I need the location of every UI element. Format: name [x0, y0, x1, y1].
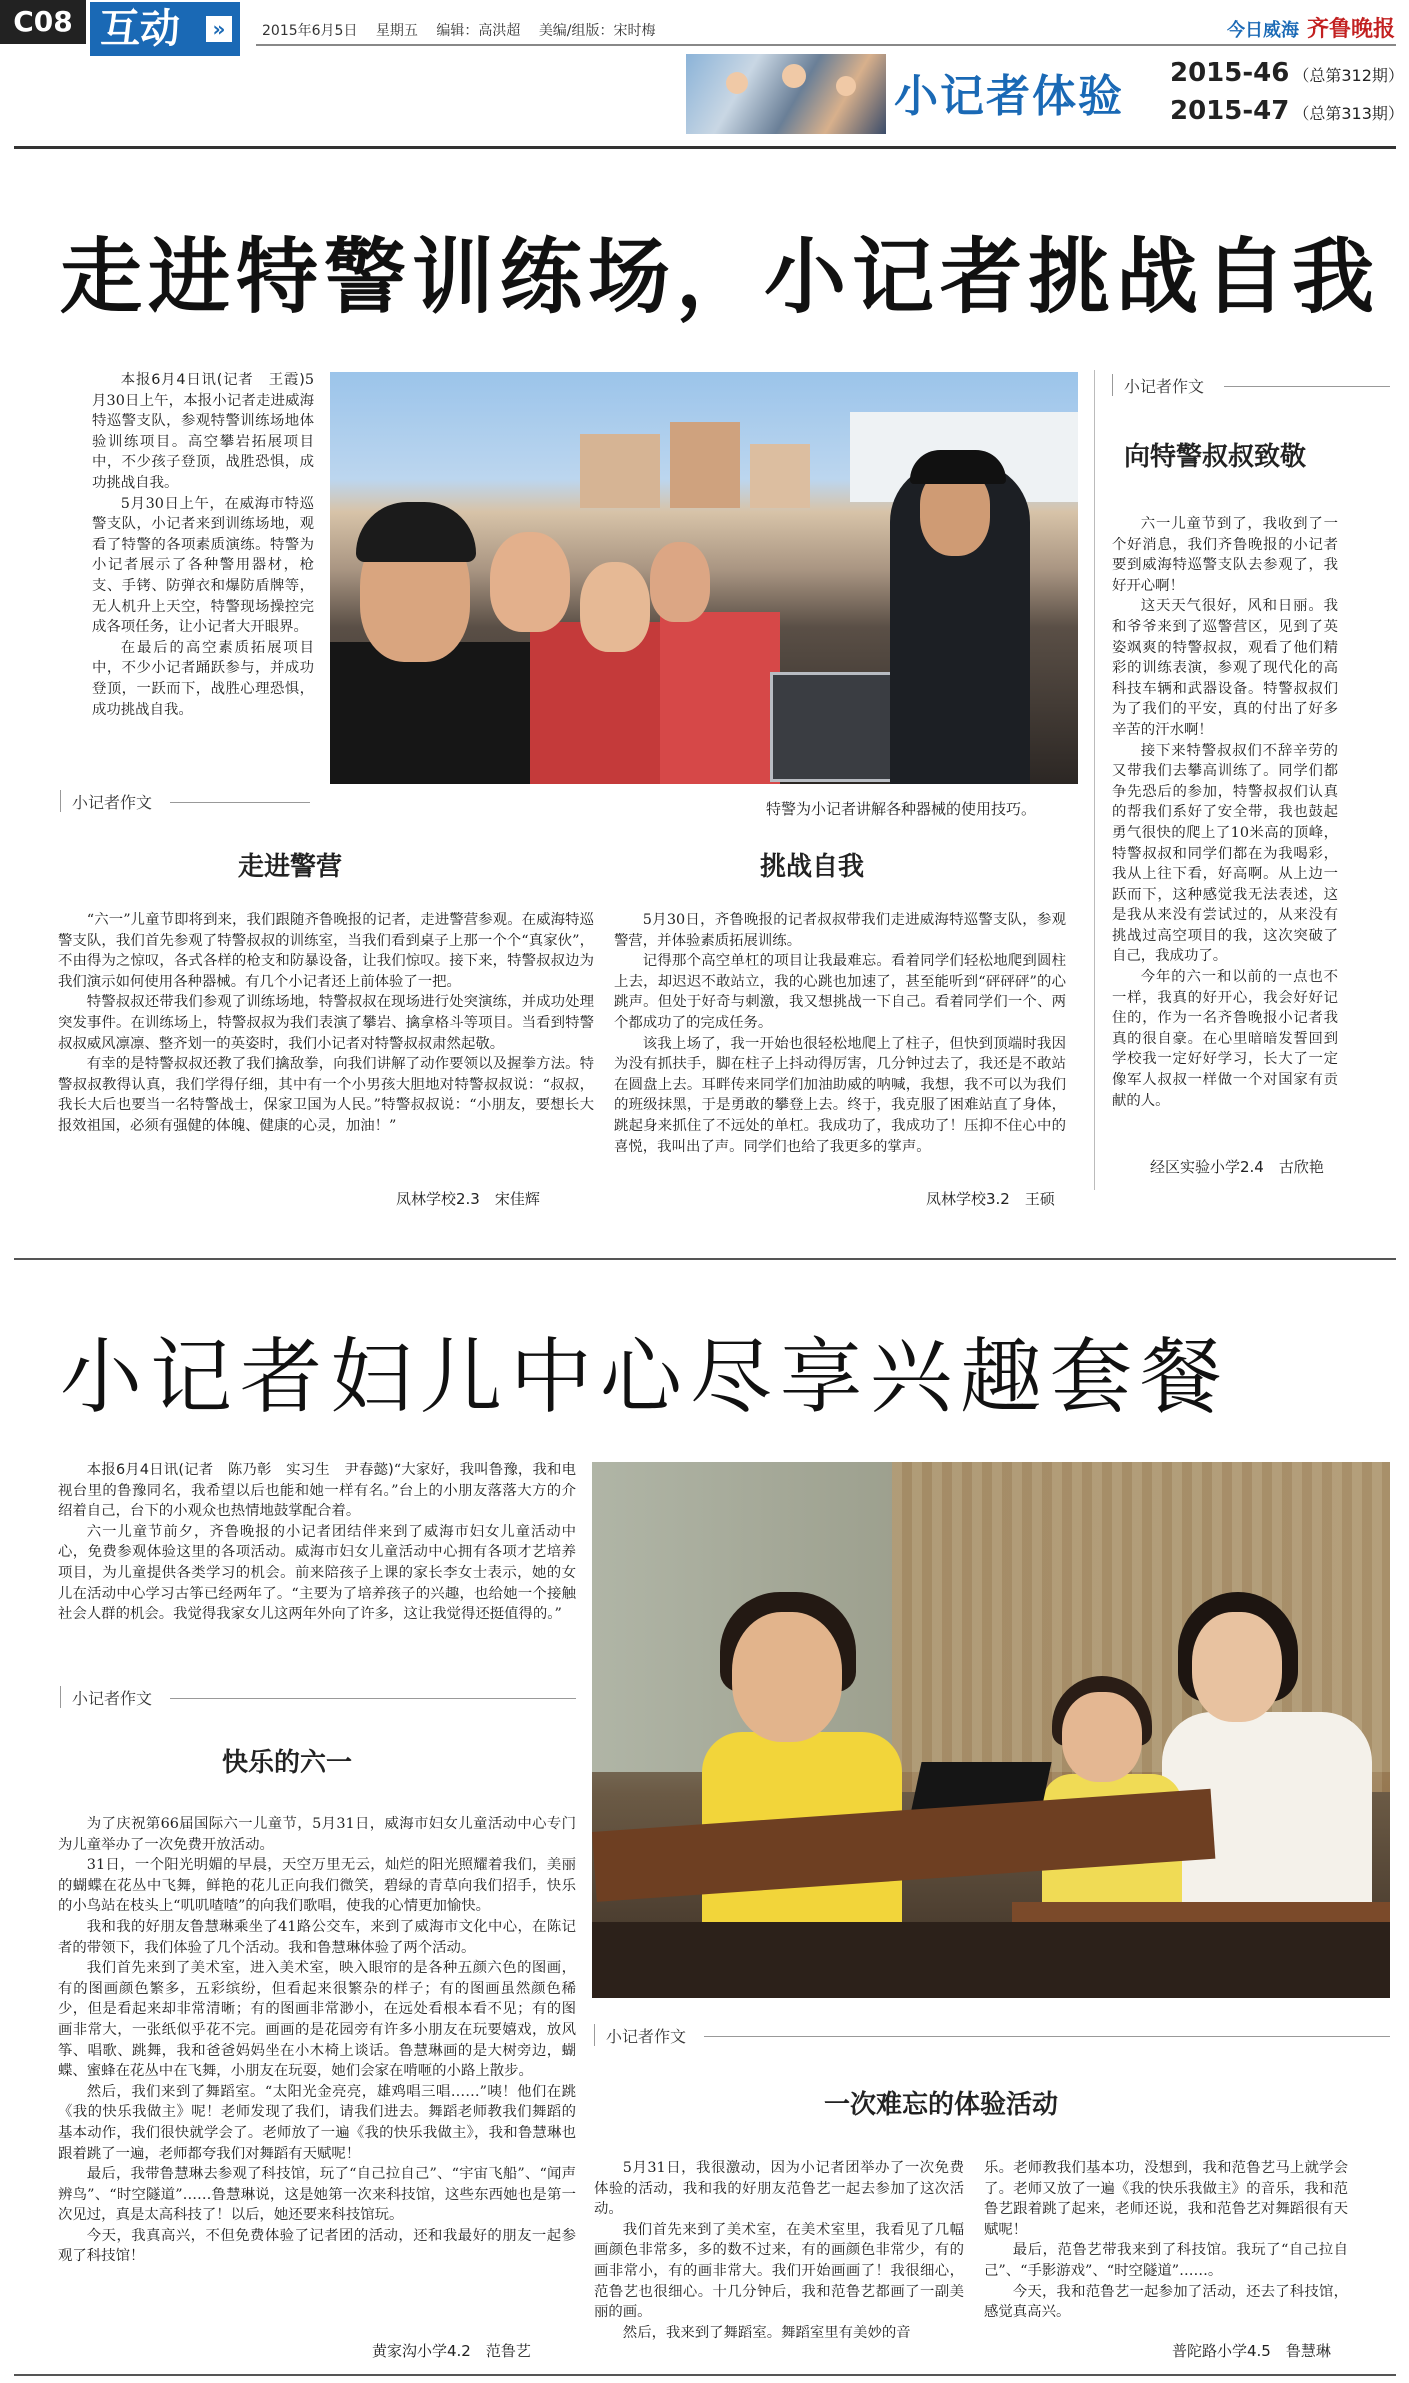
story2-essay1-body: 为了庆祝第66届国际六一儿童节，5月31日，威海市妇女儿童活动中心专门为儿童举办了一次免费开放活动。 31日，一个阳光明媚的早晨，天空万里无云，灿烂的阳光照耀着我们，美丽的蝴蝶在花丛中飞舞，鲜艳的花儿正向我们微笑，碧绿的青草向我们招手，快乐的小鸟站在枝头上“叽叽喳喳”的向我们歌唱，使我的心情更加愉快。 我和我的好朋友鲁慧琳乘坐了41路公交车，来到了威海市文化中心，在陈记者的带领下，我们体验了几个活动。我和鲁慧琳体验了两个活动。 我们首先来到了美术室，进入美术室，映入眼帘的是各种五颜六色的图画，有的图画颜色繁多，五彩缤纷，但看起来很繁杂的样子；有的图画虽然颜色稀少，但是看起来却非常清晰；有的图画非常渺小，在远处看根本看不见；有的图画非常大，一张纸似乎花不完。画画的是花园旁有许多小朋友在玩要嬉戏，放风筝、唱歌、跳舞，我和爸爸妈妈坐在小木椅上谈话。鲁慧琳画的是大树旁边，蝴蝶、蜜蜂在花丛中在飞舞，小朋友在玩耍，她们会家在啃咂的小路上散步。 然后，我们来到了舞蹈室。“太阳光金亮亮，雄鸡唱三唱……”咦！他们在跳《我的快乐我做主》呢！老师发现了我们，请我们进去。舞蹈老师教我们舞蹈的基本动作，我们很快就学会了。老师放了一遍《我的快乐我做主》，我和鲁慧琳也跟着跳了一遍，老师都夸我们对舞蹈有天赋呢！ 最后，我带鲁慧琳去参观了科技馆，玩了“自己拉自己”、“宇宙飞船”、“闻声辨鸟”、“时空隧道”……鲁慧琳说，这是她第一次来科技馆，这些东西她也是第一次见过，真是太高科技了！以后，她还要来科技馆玩。 今天，我真高兴，不但免费体验了记者团的活动，还和我最好的朋友一起参观了科技馆！	[58, 1816, 576, 2265]
banner-photo	[686, 54, 886, 134]
story2-essay2-title: 一次难忘的体验活动	[824, 2090, 1059, 2120]
story1-lead	[92, 370, 314, 750]
paper-logo: 齐鲁晚报	[1306, 16, 1395, 42]
story2-byline: 本报6月4日讯(记者 陈乃彰 实习生 尹春懿)	[86, 1462, 394, 1478]
issue-weekday: 星期五	[375, 23, 418, 39]
story-divider	[14, 1258, 1396, 1260]
story2-essay2-body-left: 5月31日，我很激动，因为小记者团举办了一次免费体验的活动，我和我的好朋友范鲁艺一起去参加了这次活动。 我们首先来到了美术室，在美术室里，我看见了几幅画颜色非常多，多的数不过来，有的画颜色非常少，有的画非常小，有的画非常大。我们开始画画了！我很细心，范鲁艺也很细心。十几分钟后，我和范鲁艺都画了一副美丽的画。 然后，我来到了舞蹈室。舞蹈室里有美妙的音	[594, 2160, 964, 2341]
story2-essay2-tag: 小记者作文	[606, 2027, 687, 2046]
story1-essay3-body: 六一儿童节到了，我收到了一个好消息，我们齐鲁晚报的小记者要到威海特巡警支队去参观了，我好开心啊！ 这天天气很好，风和日丽。我和爷爷来到了巡警营区，见到了英姿飒爽的特警叔叔，观看了他们精彩的训练表演，参观了现代化的高科技车辆和武器设备。特警叔叔们为了我们的平安，真的付出了好多辛苦的汗水啊！ 接下来特警叔叔们不辞辛劳的又带我们去攀高训练了。同学们都争先恐后的参加，特警叔叔们认真的帮我们系好了安全带，我也鼓起勇气很快的爬上了10米高的顶峰，特警叔叔和同学们都在为我喝彩，我从上往下看，好高啊。从上边一跃而下，这种感觉我无法表述，这是我从来没有尝试过的，从来没有挑战过高空项目的我，这次突破了自己，我成功了。 今年的六一和以前的一点也不一样，我真的好开心，我会好好记住的，作为一名齐鲁晚报小记者我真的很自豪。在心里暗暗发誓回到学校我一定好好学习，长大了一定像军人叔叔一样做一个对国家有贡献的人。	[1112, 516, 1338, 1109]
story2-lead-p1: 本报6月4日讯(记者 陈乃彰 实习生 尹春懿)“大家好，我叫鲁豫，我和电视台里的鲁豫同名，我希望以后也能和她一样有名。”台上的小朋友落落大方的介绍着自己，台下的小观众也热情地鼓掌配合着。	[58, 1462, 576, 1520]
story1-essay3-signature: 经区实验小学2.4 古欣艳	[1150, 1158, 1324, 1176]
story1-lead-p2: 5月30日上午，在威海市特巡警支队，小记者来到训练场地，观看了特警的各项素质演练。特警为小记者展示了各种警用器材，枪支、手铐、防弹衣和爆防盾牌等，无人机升上天空，特警现场操控完成各项任务，让小记者大开眼界。	[92, 495, 314, 636]
story1-lead-p3: 在最后的高空素质拓展项目中，不少小记者踊跃参与，并成功登顶，一跃而下，战胜心理恐惧，成功挑战自我。	[92, 639, 314, 718]
story1-lead-p1: 本报6月4日讯(记者 王霞)5月30日上午，本报小记者走进威海特巡警支队，参观特警训练场地体验训练项目。高空攀岩拓展项目中，不少孩子登顶，战胜恐惧，成功挑战自我。	[92, 372, 314, 491]
story1-photo-caption: 特警为小记者讲解各种器械的使用技巧。	[766, 800, 1037, 818]
story1-essay1-title: 走进警营	[238, 852, 343, 882]
issue-date: 2015年6月5日	[262, 23, 358, 39]
issue-number-2: 2015-47 （总第313期）	[1170, 96, 1404, 126]
designer-credit: 美编/组版：宋时梅	[538, 23, 656, 39]
story2-essay1-title: 快乐的六一	[222, 1748, 353, 1778]
brand	[1227, 12, 1395, 43]
issue-number-1: 2015-46 （总第312期）	[1170, 58, 1404, 88]
story1-essay3-tag: 小记者作文	[1124, 377, 1205, 396]
section-label: 互动	[100, 6, 180, 52]
story1-headline: 走进特警训练场，小记者挑战自我	[60, 230, 1381, 325]
double-chevron-right-icon: »	[206, 16, 232, 42]
story1-essay1-tag: 小记者作文	[72, 793, 153, 812]
story1-byline: 本报6月4日讯(记者 王霞)	[120, 372, 305, 388]
edition-name: 今日威海	[1226, 20, 1299, 41]
section-tab	[90, 2, 240, 56]
story2-essay1-tag: 小记者作文	[72, 1689, 153, 1708]
story1-essay1-body: “六一”儿童节即将到来，我们跟随齐鲁晚报的记者，走进警营参观。在威海特巡警支队，我们首先参观了特警叔叔的训练室，当我们看到桌子上那一个个“真家伙”，不由得为之惊叹，各式各样的枪支和防暴设备，让我们惊叹。接下来，特警叔叔边为我们演示如何使用各种器械。有几个小记者还上前体验了一把。 特警叔叔还带我们参观了训练场地，特警叔叔在现场进行处突演练，并成功处理突发事件。在训练场上，特警叔叔为我们表演了攀岩、擒拿格斗等项目。当看到特警叔叔威风凛凛、整齐划一的英姿时，我们小记者对特警叔叔肃然起敬。 有幸的是特警叔叔还教了我们擒敌拳，向我们讲解了动作要领以及握拳方法。特警叔叔教得认真，我们学得仔细，其中有一个小男孩大胆地对特警叔叔说：“叔叔，我长大后也要当一名特警战士，保家卫国为人民。”特警叔叔说：“小朋友，要想长大报效祖国，必须有强健的体魄、健康的心灵，加油！”	[58, 912, 594, 1134]
story1-essay2-signature: 凤林学校3.2 王硕	[926, 1190, 1055, 1208]
story2-essay1-signature: 黄家沟小学4.2 范鲁艺	[372, 2342, 531, 2360]
header-rule	[256, 44, 1396, 46]
story1-essay3-title: 向特警叔叔致敬	[1124, 442, 1307, 472]
story2-lead-p2: 六一儿童节前夕，齐鲁晚报的小记者团结伴来到了威海市妇女儿童活动中心，免费参观体验这里的各项活动。威海市妇女儿童活动中心拥有各项才艺培养项目，为儿童提供各类学习的机会。前来陪孩子上课的家长李女士表示，她的女儿在活动中心学习古筝已经两年了。“主要为了培养孩子的兴趣，也给她一个接触社会人群的机会。我觉得我家女儿这两年外向了许多，这让我觉得还挺值得的。”	[58, 1523, 576, 1623]
story2-essay2-body-right: 乐。老师教我们基本功，没想到，我和范鲁艺马上就学会了。老师又放了一遍《我的快乐我做主》的音乐，我和范鲁艺跟着跳了起来，老师还说，我和范鲁艺对舞蹈很有天赋呢！ 最后，范鲁艺带我来到了科技馆。我玩了“自己拉自己”、“手影游戏”、“时空隧道”……。 今天，我和范鲁艺一起参加了活动，还去了科技馆，感觉真高兴。	[984, 2160, 1348, 2321]
story1-essay1-signature: 凤林学校2.3 宋佳辉	[396, 1190, 540, 1208]
story2-headline: 小记者妇儿中心尽享兴趣套餐	[60, 1330, 1231, 1425]
masthead-divider	[14, 146, 1396, 149]
story1-essay2-body: 5月30日，齐鲁晚报的记者叔叔带我们走进威海特巡警支队，参观警营，并体验素质拓展训练。 记得那个高空单杠的项目让我最难忘。看着同学们轻松地爬到圆柱上去，却迟迟不敢站立，我的心跳也加速了，甚至能听到“砰砰砰”的心跳声。但处于好奇与刺激，我又想挑战一下自己。看着同学们一个、两个都成功了的完成任务。 该我上场了，我一开始也很轻松地爬上了柱子，但快到顶端时我因为没有抓扶手，脚在柱子上抖动得厉害，几分钟过去了，我还是不敢站在圆盘上去。耳畔传来同学们加油助威的呐喊，我想，我不可以为我们的班级抹黑，于是勇敢的攀登上去。终于，我克服了困难站直了身体，跳起身来抓住了不远处的单杠。我成功了，我成功了！压抑不住心中的喜悦，我叫出了声。同学们也给了我更多的掌声。	[614, 912, 1066, 1155]
page-number: C08	[0, 0, 86, 44]
story2-photo	[592, 1462, 1390, 1998]
story2-lead	[58, 1460, 576, 1718]
story2-essay2-signature: 普陀路小学4.5 鲁慧琳	[1172, 2342, 1331, 2360]
page-bottom-rule	[14, 2374, 1396, 2376]
story1-photo	[330, 372, 1078, 784]
issue-meta	[262, 20, 670, 40]
editor-credit: 编辑：高洪超	[436, 23, 521, 39]
column-title: 小记者体验	[894, 71, 1124, 122]
story1-essay2-title: 挑战自我	[760, 852, 865, 882]
